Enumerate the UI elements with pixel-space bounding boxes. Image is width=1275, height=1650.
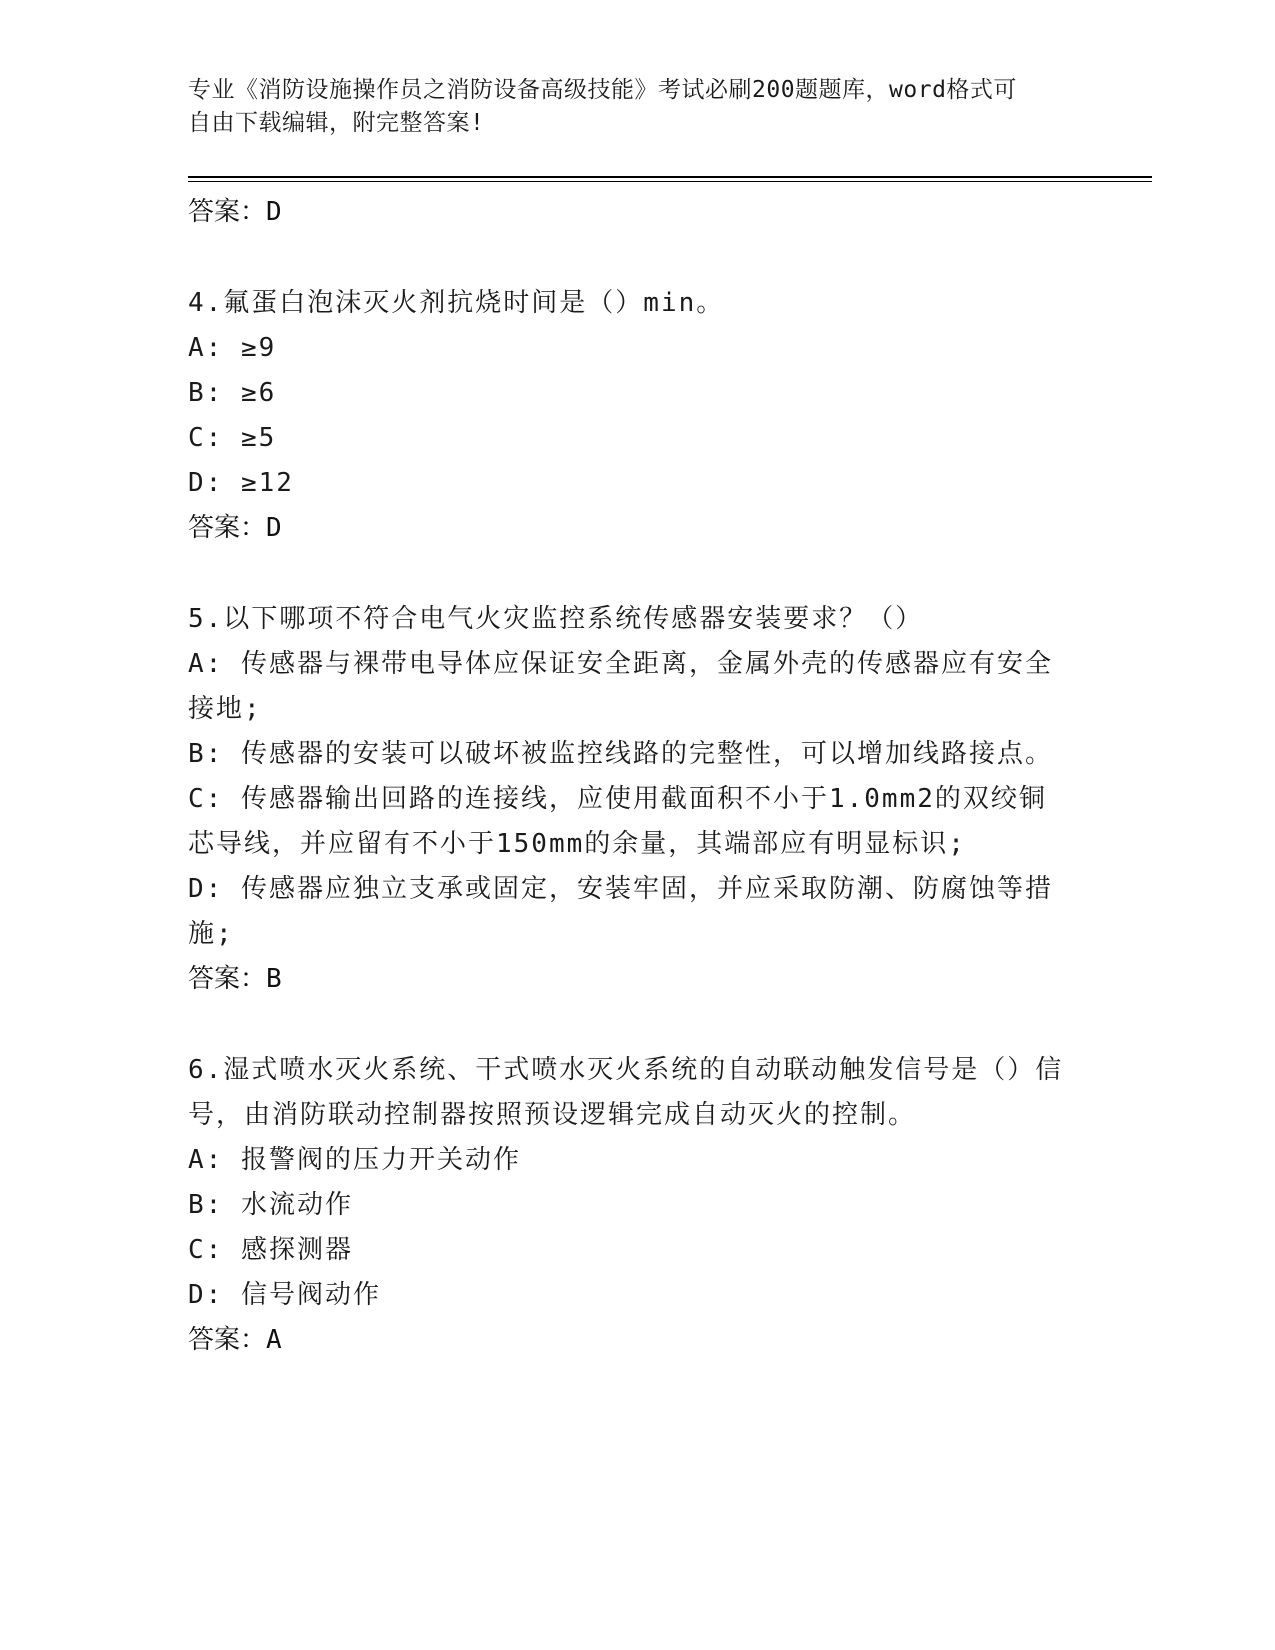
question-text: 5.以下哪项不符合电气火灾监控系统传感器安装要求？（） [188, 604, 924, 634]
option-c: C: 感探测器 [188, 1235, 353, 1265]
header-line-1: 专业《消防设施操作员之消防设备高级技能》考试必刷200题题库，word格式可 [188, 77, 1017, 103]
answer-line: 答案：A [188, 1325, 282, 1355]
header-line-2: 自由下载编辑，附完整答案! [188, 110, 485, 136]
document-header [188, 74, 1068, 140]
option-a: A: 报警阀的压力开关动作 [188, 1145, 521, 1175]
answer-line: 答案：D [188, 197, 282, 227]
option-d: D: 传感器应独立支承或固定，安装牢固，并应采取防潮、防腐蚀等措施; [188, 874, 1053, 949]
question-item-6 [188, 1048, 1068, 1362]
option-a: A: ≥9 [188, 333, 277, 363]
spacer [188, 550, 1068, 597]
option-d: D: ≥12 [188, 468, 294, 498]
question-list [188, 190, 1068, 1362]
option-b: B: 传感器的安装可以破坏被监控线路的完整性，可以增加线路接点。 [188, 739, 1053, 769]
header-divider-thin [188, 181, 1152, 182]
option-c: C: 传感器输出回路的连接线，应使用截面积不小于1.0mm2的双绞铜芯导线，并应留有不小于150mm的余量，其端部应有明显标识; [188, 784, 1047, 859]
answer-line: 答案：D [188, 513, 282, 543]
option-b: B: 水流动作 [188, 1190, 353, 1220]
option-d: D: 信号阀动作 [188, 1280, 381, 1310]
answer-line: 答案：B [188, 964, 282, 994]
spacer [188, 1001, 1068, 1048]
question-text: 6.湿式喷水灭火系统、干式喷水灭火系统的自动联动触发信号是（）信号，由消防联动控制器按照预设逻辑完成自动灭火的控制。 [188, 1055, 1064, 1130]
spacer [188, 234, 1068, 281]
header-divider-thick [188, 176, 1152, 178]
question-item-5 [188, 597, 1068, 1001]
option-a: A: 传感器与裸带电导体应保证安全距离，金属外壳的传感器应有安全接地; [188, 649, 1053, 724]
option-c: C: ≥5 [188, 423, 277, 453]
question-text: 4.氟蛋白泡沫灭火剂抗烧时间是（）min。 [188, 288, 725, 318]
question-item-4 [188, 281, 1068, 550]
option-b: B: ≥6 [188, 378, 277, 408]
